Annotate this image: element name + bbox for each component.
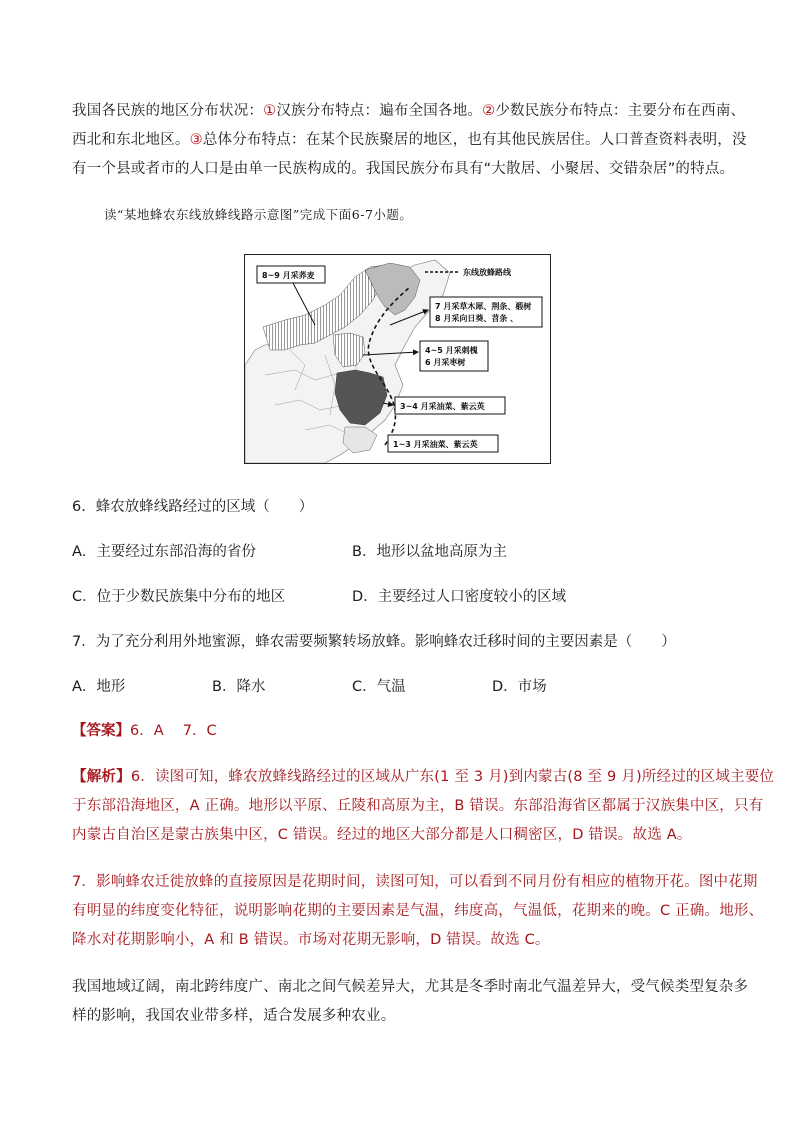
para1-line-3: 有一个县或者市的人口是由单一民族构成的。我国民族分布具有“大散居、小聚居、交错杂居”的特点。 [72,161,735,177]
analysis-q7 [72,868,764,955]
analysis-q6-line-2: 于东部沿海地区，A 正确。地形以平原、丘陵和高原为主，B 错误。东部沿海省区都属于汉族集中区，只有 [72,798,764,814]
closing-paragraph [72,973,749,1031]
question-6-option-b: B．地形以盆地高原为主 [352,544,507,560]
circled-one: ① [263,103,277,119]
analysis-q7-line-2: 有明显的纬度变化特征，说明影响花期的主要因素是气温，纬度高，气温低，花期来的晚。C 正确。地形、 [72,903,764,919]
analysis-q6 [72,763,775,850]
answer-label: 【答案】 [72,723,130,739]
label-box-4-text: 3~4 月采油菜、紫云英 [400,402,485,411]
text: 少数民族分布特点：主要分布在西南、 [495,103,746,119]
question-7-option-d: D．市场 [492,679,547,695]
question-6-stem: 6．蜂农放蜂线路经过的区域（ ） [72,499,314,515]
question-7-option-a: A．地形 [72,679,126,695]
para1-line-2 [72,126,747,155]
beekeeping-route-map [244,254,551,464]
analysis-q7-line-3: 降水对花期影响小，A 和 B 错误。市场对花期无影响，D 错误。故选 C。 [72,932,550,948]
analysis-label: 【解析】 [72,769,131,785]
label-box-3-text-1: 4~5 月采刺槐 [425,346,478,355]
answer-line [72,719,217,740]
label-box-5-text: 1~3 月采油菜、紫云英 [393,440,478,449]
text: 总体分布特点：在某个民族聚居的地区，也有其他民族居住。人口普查资料表明，没 [202,132,747,148]
label-box-2-text-1: 7 月采草木犀、荆条、椴树 [435,302,532,311]
text: 6．读图可知，蜂农放蜂线路经过的区域从广东(1 至 3 月)到内蒙古(8 至 9 月)所经过的区域主要位 [130,769,775,785]
question-7-option-b: B．降水 [212,679,266,695]
text: 汉族分布特点：遍布全国各地。 [276,103,483,119]
closing-line-1: 我国地域辽阔，南北跨纬度广、南北之间气候差异大，尤其是冬季时南北气温差异大，受气候类型复杂多 [72,979,749,995]
analysis-q7-line-1: 7．影响蜂农迁徙放蜂的直接原因是花期时间，读图可知，可以看到不同月份有相应的植物开花。图中花期 [72,874,758,890]
question-7-option-c: C．气温 [352,679,406,695]
legend-text: 东线放蜂路线 [463,268,511,277]
map-svg [245,255,550,463]
analysis-q6-line-1 [72,763,775,792]
text: 我国各民族的地区分布状况： [72,103,264,119]
question-7-stem: 7．为了充分利用外地蜜源，蜂农需要频繁转场放蜂。影响蜂农迁移时间的主要因素是（ ） [72,634,676,650]
question-6-option-d: D．主要经过人口密度较小的区域 [352,589,567,605]
label-box-2-text-2: 8 月采向日葵、苕条 、 [435,314,519,323]
analysis-q6-line-3: 内蒙古自治区是蒙古族集中区，C 错误。经过的地区大部分都是人口稠密区，D 错误。故选 A。 [72,827,692,843]
question-6-option-c: C．位于少数民族集中分布的地区 [72,589,286,605]
question-6-option-a: A．主要经过东部沿海的省份 [72,544,256,560]
label-box-3-text-2: 6 月采枣树 [425,358,466,367]
answer-value: 6．A 7．C [130,723,217,739]
map-intro: 读“某地蜂农东线放蜂线路示意图”完成下面6-7小题。 [104,207,413,222]
closing-line-2: 样的影响，我国农业带多样，适合发展多种农业。 [72,1008,396,1024]
ethnic-distribution-paragraph [72,97,747,184]
text: 西北和东北地区。 [72,132,190,148]
label-box-1-text: 8~9 月采荞麦 [262,271,315,280]
circled-three: ③ [189,132,203,148]
para1-line-1 [72,97,746,126]
circled-two: ② [482,103,496,119]
